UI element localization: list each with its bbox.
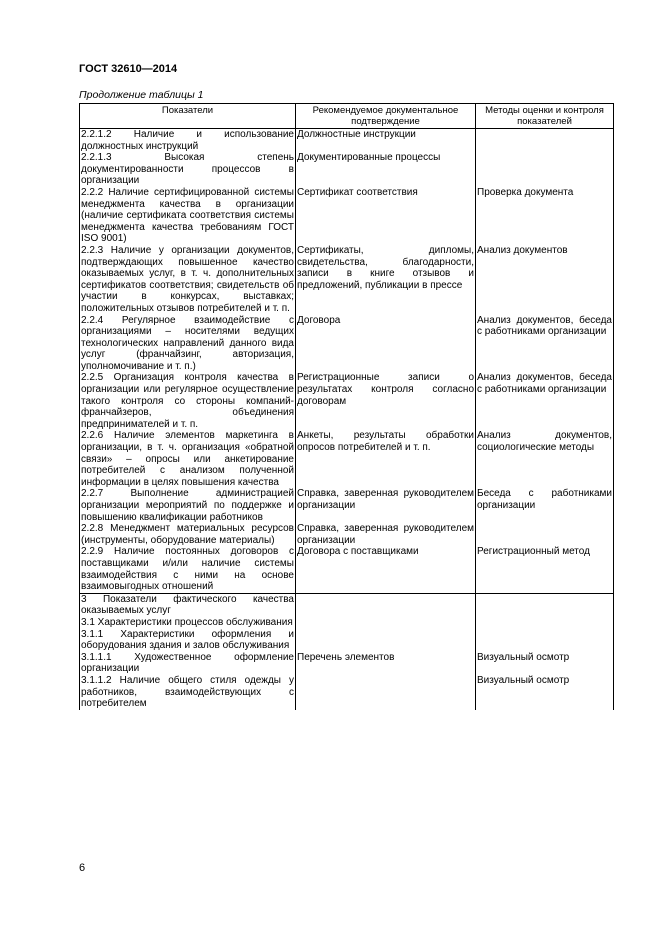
indicator-cell: 2.2.3 Наличие у организации документов, подтверждающих повышенное качество оказываемых услуг, в т. ч. дополнительных сертификатов соответствия; свидетельств об участии в конкурсах, выставках; положительных отзывов потребителей и т. п. — [81, 244, 294, 314]
confirmation-cell — [296, 617, 476, 629]
confirmation-cell: Перечень элементов — [296, 652, 476, 675]
method-cell: Визуальный осмотр — [476, 675, 614, 710]
confirmation-cell: Справка, заверенная руководителем организации — [297, 523, 474, 546]
table-row — [80, 245, 614, 315]
method-cell — [476, 152, 614, 187]
confirmation-cell: Справка, заверенная руководителем организации — [296, 488, 476, 523]
confirmation-cell: Договора — [296, 315, 476, 373]
indicator-cell: 2.2.2 Наличие сертифицированной системы менеджмента качества в организации (наличие сертификата соответствия системы менеджмента качества требованиям ГОСТ ISO 9001) — [81, 186, 294, 245]
table-row — [80, 523, 614, 546]
indicator-cell: 2.2.4 Регулярное взаимодействие с организациями – носителями ведущих технологических направлений данного вида услуг (франчайзинг, авторизация, уполномочивание и т. п.) — [81, 314, 294, 372]
confirmation-cell: Договора с поставщиками — [296, 546, 476, 593]
indicator-cell: 2.2.8 Менеджмент материальных ресурсов (инструменты, оборудование материалы) — [81, 523, 294, 546]
indicator-cell: 2.2.1.3 Высокая степень документированности процессов в организации — [81, 152, 294, 187]
indicator-cell: 3 Показатели фактического качества оказываемых услуг — [81, 593, 294, 617]
method-cell: Визуальный осмотр — [476, 652, 614, 675]
column-header-confirmation: Рекомендуемое документальное подтверждение — [296, 104, 476, 129]
confirmation-cell: Регистрационные записи о результатах контроля согласно договорам — [296, 372, 476, 430]
indicator-cell: 3.1.1 Характеристики оформления и оборудования здания и залов обслуживания — [81, 628, 294, 652]
page-number: 6 — [79, 862, 86, 874]
table-header-row — [80, 104, 614, 129]
indicator-cell: 2.2.5 Организация контроля качества в организации или регулярное осуществление такого контроля со стороны компаний-франчайзеров, объединения предпринимателей и т. п. — [81, 372, 294, 430]
table-row — [80, 430, 614, 488]
confirmation-cell: Документированные процессы — [296, 152, 476, 187]
confirmation-cell: Сертификат соответствия — [296, 187, 476, 245]
confirmation-cell: Анкеты, результаты обработки опросов потребителей и т. п. — [296, 430, 476, 488]
table-row — [80, 152, 614, 187]
method-cell — [476, 629, 614, 652]
method-cell: Анализ документов, беседа с работниками организации — [476, 372, 614, 430]
method-cell — [476, 593, 614, 617]
method-cell — [476, 617, 614, 629]
method-cell: Анализ документов — [476, 245, 614, 315]
confirmation-cell — [296, 593, 476, 617]
indicator-cell: 2.2.1.2 Наличие и использование должностных инструкций — [81, 129, 294, 152]
indicator-cell: 2.2.7 Выполнение администрацией организации мероприятий по поддержке и повышению квалификации работников — [81, 488, 294, 523]
indicator-cell: 2.2.9 Наличие постоянных договоров с поставщиками и/или наличие системы взаимодействия с ними на основе взаимовыгодных отношений — [81, 546, 294, 593]
table-row — [80, 546, 614, 593]
confirmation-cell — [296, 629, 476, 652]
table-row — [80, 675, 614, 710]
method-cell — [476, 129, 614, 153]
indicator-cell: 3.1.1.2 Наличие общего стиля одежды у работников, взаимодействующих с потребителем — [81, 674, 294, 710]
method-cell: Проверка документа — [476, 187, 614, 245]
confirmation-cell: Сертификаты, дипломы, свидетельства, благодарности, записи в книге отзывов и предложений, публикации в прессе — [296, 245, 476, 315]
method-cell: Анализ документов, социологические методы — [476, 430, 614, 488]
table-row — [80, 129, 614, 153]
column-header-indicators: Показатели — [80, 104, 296, 129]
method-cell: Регистрационный метод — [476, 546, 614, 593]
indicator-cell: 3.1 Характеристики процессов обслуживания — [80, 617, 296, 629]
method-cell: Беседа с работниками организации — [476, 488, 614, 523]
table-row — [80, 488, 614, 523]
column-header-methods: Методы оценки и контроля показателей — [476, 104, 614, 129]
table-row — [80, 315, 614, 373]
table-row — [80, 629, 614, 652]
indicator-cell: 2.2.6 Наличие элементов маркетинга в организации, в т. ч. организация «обратной связи» – опросы или анкетирование потребителей с анализом полученной информации в целях повышения качества — [81, 430, 294, 488]
confirmation-cell — [296, 675, 476, 710]
table-row — [80, 652, 614, 675]
table-row — [80, 617, 614, 629]
table-row — [80, 187, 614, 245]
method-cell: Анализ документов, беседа с работниками организации — [476, 315, 614, 373]
method-cell — [476, 523, 614, 546]
document-header: ГОСТ 32610—2014 — [79, 63, 178, 75]
confirmation-cell: Должностные инструкции — [296, 129, 476, 153]
table-caption: Продолжение таблицы 1 — [79, 89, 204, 101]
indicators-table — [79, 103, 614, 710]
indicator-cell: 3.1.1.1 Художественное оформление организации — [81, 651, 294, 675]
table-row — [80, 593, 614, 617]
table-row — [80, 372, 614, 430]
